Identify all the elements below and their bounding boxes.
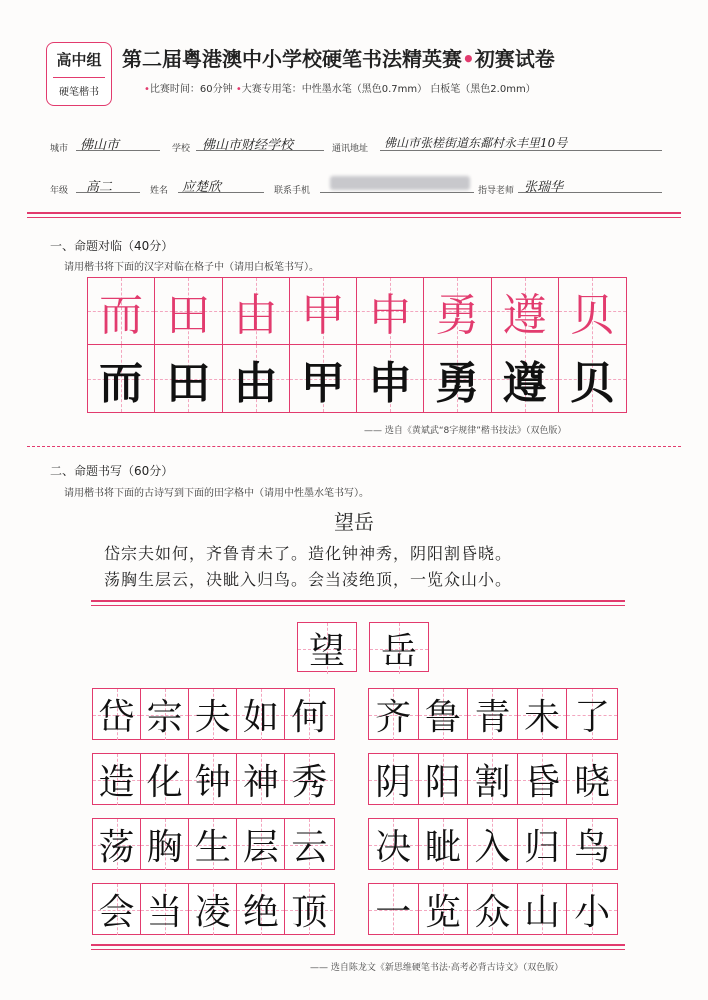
poem-line-1: 岱宗夫如何，齐鲁青未了。造化钟神秀，阴阳割昏晓。 — [104, 544, 513, 563]
practice-char: 小 — [574, 892, 611, 933]
copy-cell[interactable] — [223, 345, 290, 412]
practice-cell[interactable] — [419, 689, 469, 740]
teacher-value[interactable]: 张瑞华 — [524, 180, 564, 195]
practice-char: 生 — [194, 827, 231, 868]
practice-char: 归 — [524, 827, 561, 868]
practice-cell[interactable] — [567, 689, 617, 740]
written-char: 由 — [233, 357, 278, 409]
practice-char: 山 — [524, 892, 561, 933]
written-char: 勇 — [435, 357, 480, 409]
practice-cell[interactable] — [369, 754, 419, 805]
badge-divider — [53, 77, 105, 78]
copy-cell[interactable] — [492, 278, 559, 345]
grade-underline — [76, 192, 140, 193]
model-char: 由 — [233, 290, 278, 341]
section1-title: 一、命题对临（40分） — [50, 239, 174, 253]
practice-cell[interactable] — [141, 754, 189, 805]
practice-char: 望 — [308, 631, 345, 672]
practice-char: 绝 — [242, 892, 279, 933]
badge-group-label: 高中组 — [56, 51, 102, 69]
copy-cell[interactable] — [357, 278, 424, 345]
practice-cell[interactable] — [189, 754, 237, 805]
practice-cell[interactable] — [141, 819, 189, 870]
practice-cell[interactable] — [369, 884, 419, 935]
copy-cell[interactable] — [223, 278, 290, 345]
model-char: 贝 — [570, 290, 615, 341]
practice-cell[interactable] — [189, 689, 237, 740]
poem-line-2: 荡胸生层云，决眦入归鸟。会当凌绝顶，一览众山小。 — [104, 570, 513, 589]
copy-cell[interactable] — [559, 278, 626, 345]
practice-char: 眦 — [424, 827, 461, 868]
practice-char: 凌 — [194, 892, 231, 933]
practice-cell[interactable] — [518, 819, 568, 870]
copy-cell[interactable] — [290, 345, 357, 412]
practice-cell[interactable] — [285, 689, 333, 740]
practice-cell[interactable] — [370, 623, 428, 674]
practice-char: 神 — [242, 762, 279, 803]
copy-grid — [87, 277, 627, 413]
copy-cell[interactable] — [88, 278, 155, 345]
practice-char: 未 — [524, 697, 561, 738]
practice-char: 层 — [242, 827, 279, 868]
address-value[interactable]: 佛山市张槎街道东鄱村永丰里10号 — [384, 136, 568, 150]
practice-row-right — [368, 753, 618, 805]
subtitle-dot-2: • — [235, 84, 242, 95]
title-dot: • — [462, 47, 475, 71]
practice-char: 了 — [574, 697, 611, 738]
practice-row-left — [92, 753, 335, 805]
practice-char: 钟 — [194, 762, 231, 803]
practice-char: 众 — [474, 892, 511, 933]
practice-cell[interactable] — [518, 884, 568, 935]
subtitle-pen: 大赛专用笔：中性墨水笔（黑色0.7mm） 白板笔（黑色2.0mm） — [241, 84, 536, 95]
practice-char: 顶 — [291, 892, 328, 933]
copy-cell[interactable] — [424, 345, 491, 412]
practice-cell[interactable] — [468, 819, 518, 870]
name-underline — [178, 192, 264, 193]
school-value[interactable]: 佛山市财经学校 — [202, 138, 294, 153]
poem-title-box-2 — [369, 622, 429, 672]
model-char: 勇 — [435, 290, 480, 341]
written-char: 而 — [99, 357, 144, 409]
practice-cell[interactable] — [567, 754, 617, 805]
practice-cell[interactable] — [419, 884, 469, 935]
practice-char: 晓 — [574, 762, 611, 803]
practice-char: 割 — [474, 762, 511, 803]
practice-row-right — [368, 883, 618, 935]
practice-char: 青 — [474, 697, 511, 738]
practice-cell[interactable] — [93, 689, 141, 740]
practice-cell[interactable] — [237, 819, 285, 870]
practice-char: 鸟 — [574, 827, 611, 868]
subtitle — [144, 80, 536, 95]
practice-cell[interactable] — [567, 819, 617, 870]
model-char: 申 — [368, 290, 413, 341]
practice-cell[interactable] — [369, 689, 419, 740]
practice-cell[interactable] — [468, 689, 518, 740]
practice-cell[interactable] — [285, 884, 333, 935]
practice-row-left — [92, 818, 335, 870]
teacher-underline — [518, 192, 662, 193]
header-rule-1 — [27, 212, 681, 214]
section-divider — [27, 446, 681, 447]
practice-char: 云 — [291, 827, 328, 868]
practice-top-rule — [91, 600, 625, 606]
practice-char: 宗 — [146, 697, 183, 738]
practice-bottom-rule — [91, 944, 625, 950]
practice-row-left — [92, 688, 335, 740]
practice-char: 胸 — [146, 827, 183, 868]
practice-cell[interactable] — [567, 884, 617, 935]
practice-cell[interactable] — [93, 754, 141, 805]
practice-char: 鲁 — [424, 697, 461, 738]
practice-char: 荡 — [98, 827, 135, 868]
poem-title-box-1 — [297, 622, 357, 672]
phone-underline — [320, 192, 474, 193]
address-label: 通讯地址 — [332, 144, 369, 154]
grade-label: 年级 — [50, 186, 69, 196]
practice-char: 一 — [375, 892, 412, 933]
header-rule-2 — [27, 217, 681, 218]
practice-cell[interactable] — [189, 819, 237, 870]
badge-style-label: 硬笔楷书 — [59, 87, 99, 98]
copy-cell[interactable] — [155, 345, 222, 412]
copy-cell[interactable] — [88, 345, 155, 412]
practice-cell[interactable] — [369, 819, 419, 870]
practice-cell[interactable] — [419, 754, 469, 805]
practice-char: 造 — [98, 762, 135, 803]
copy-cell[interactable] — [357, 345, 424, 412]
practice-cell[interactable] — [93, 884, 141, 935]
written-char: 贝 — [570, 357, 615, 409]
school-underline — [196, 150, 324, 151]
city-underline — [76, 150, 160, 151]
model-char: 而 — [99, 290, 144, 341]
teacher-label: 指导老师 — [478, 186, 515, 196]
practice-cell[interactable] — [419, 819, 469, 870]
practice-cell[interactable] — [237, 884, 285, 935]
practice-cell[interactable] — [285, 819, 333, 870]
written-char: 田 — [166, 357, 211, 409]
subtitle-dot-1: • — [144, 84, 150, 95]
practice-cell[interactable] — [141, 884, 189, 935]
copy-cell[interactable] — [424, 278, 491, 345]
copy-cell[interactable] — [559, 345, 626, 412]
practice-cell[interactable] — [141, 689, 189, 740]
practice-char: 化 — [146, 762, 183, 803]
subtitle-time: 比赛时间：60分钟 — [149, 84, 233, 95]
practice-cell[interactable] — [285, 754, 333, 805]
written-char: 甲 — [300, 357, 345, 409]
practice-char: 夫 — [194, 697, 231, 738]
phone-label: 联系手机 — [274, 186, 311, 196]
practice-char: 秀 — [291, 762, 328, 803]
practice-char: 如 — [242, 697, 279, 738]
city-label: 城市 — [50, 144, 69, 154]
practice-row-right — [368, 688, 618, 740]
practice-char: 岳 — [380, 631, 417, 672]
practice-char: 齐 — [375, 697, 412, 738]
grade-value[interactable]: 高二 — [86, 180, 113, 195]
phone-redacted — [330, 176, 470, 190]
school-label: 学校 — [172, 144, 191, 154]
written-char: 遵 — [502, 357, 547, 409]
model-char: 甲 — [300, 290, 345, 341]
copy-cell[interactable] — [155, 278, 222, 345]
practice-row-left — [92, 883, 335, 935]
name-label: 姓名 — [150, 186, 169, 196]
title-suffix: 初赛试卷 — [474, 47, 555, 71]
written-char: 申 — [368, 357, 413, 409]
practice-char: 岱 — [98, 697, 135, 738]
practice-cell[interactable] — [237, 689, 285, 740]
copy-cell[interactable] — [290, 278, 357, 345]
practice-char: 昏 — [524, 762, 561, 803]
name-value[interactable]: 应楚欣 — [182, 180, 222, 195]
practice-cell[interactable] — [237, 754, 285, 805]
practice-cell[interactable] — [468, 884, 518, 935]
group-badge — [46, 42, 112, 106]
practice-row-right — [368, 818, 618, 870]
practice-cell[interactable] — [518, 689, 568, 740]
practice-char: 何 — [291, 697, 328, 738]
practice-char: 阴 — [375, 762, 412, 803]
address-underline — [380, 150, 662, 151]
practice-cell[interactable] — [468, 754, 518, 805]
practice-cell[interactable] — [93, 819, 141, 870]
section1-instruction: 请用楷书将下面的汉字对临在格子中（请用白板笔书写）。 — [64, 262, 319, 273]
practice-cell[interactable] — [518, 754, 568, 805]
practice-cell[interactable] — [298, 623, 356, 674]
page-title — [122, 43, 555, 72]
practice-cell[interactable] — [189, 884, 237, 935]
section2-instruction: 请用楷书将下面的古诗写到下面的田字格中（请用中性墨水笔书写）。 — [64, 488, 369, 499]
section1-citation: —— 选自《黄斌武“8字规律”楷书技法》（双色版） — [364, 426, 567, 436]
practice-char: 决 — [375, 827, 412, 868]
copy-cell[interactable] — [492, 345, 559, 412]
title-main: 第二届粤港澳中小学校硬笔书法精英赛 — [122, 47, 462, 71]
section2-citation: —— 选自陈龙文《新思维硬笔书法·高考必背古诗文》（双色版） — [310, 963, 564, 973]
practice-char: 阳 — [424, 762, 461, 803]
practice-char: 当 — [146, 892, 183, 933]
city-value[interactable]: 佛山市 — [80, 138, 120, 153]
model-char: 遵 — [502, 290, 547, 341]
practice-char: 入 — [474, 827, 511, 868]
poem-title: 望岳 — [334, 510, 374, 534]
section2-title: 二、命题书写（60分） — [50, 464, 174, 478]
practice-char: 览 — [424, 892, 461, 933]
model-char: 田 — [166, 290, 211, 341]
practice-char: 会 — [98, 892, 135, 933]
